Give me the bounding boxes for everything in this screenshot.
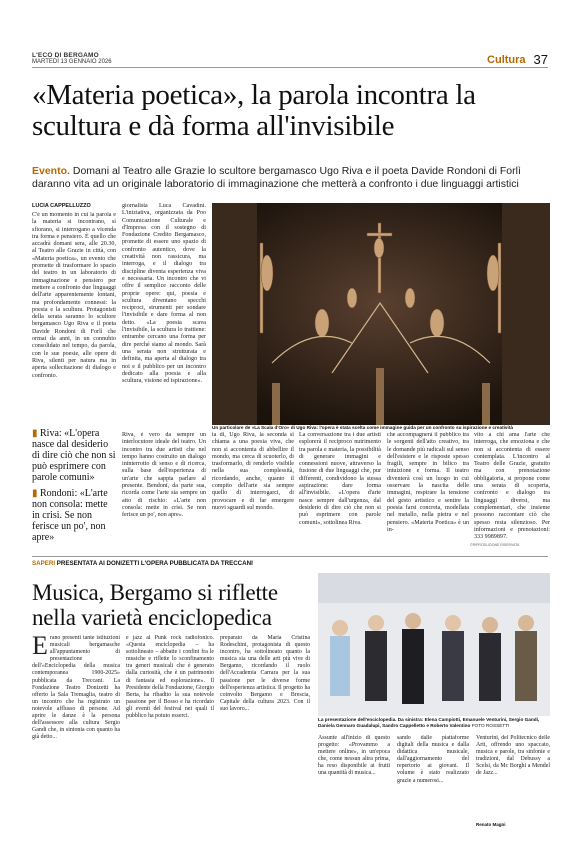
pull-quote-text: Rondoni: «L'arte non consola: mette in crisi. Se non ferisce un po', non apre» xyxy=(32,488,108,543)
sculpture-photo xyxy=(212,203,550,425)
article2-column-5: sando dalle piattaforme digitali della musica e dalla didattica musicale, dall'aggiornamento del repertorio ai giovani. Il volume è stato realizzato grazie a numerosi... xyxy=(397,735,469,784)
article2-column-1 xyxy=(32,635,120,820)
page-number: 37 xyxy=(533,52,548,67)
article2-author: Renato Magni xyxy=(476,822,506,827)
article2-kicker xyxy=(32,560,253,567)
section-name: Cultura xyxy=(487,53,526,66)
group-illustration xyxy=(318,573,550,716)
photo-caption: Un particolare de «La Scala d'Oro» di Ugo Riva: l'opera è stata scelta come immagine guida per un confronto su ispirazione e creatività xyxy=(212,425,514,430)
article-headline: «Materia poetica», la parola incontra la scultura e dà forma all'invisibile xyxy=(32,79,476,142)
article-column-3: ta di, Ugo Riva, la seconda si chiama a una poesia viva, che non si accontenta di abbellire il mondo, ma cerca di scuoterlo, di trasformarlo, di renderlo visibile nella sua complessità, ricordando, anche, quanto il compito dell'arte sia sempre quello di interrogarci, di provocare e di far emergere nuovi sguardi sul mondo. xyxy=(212,432,294,511)
article2-column-4: Assunte all'inizio di questo progetto: «Provammo a mettere online», in un'epoca che, come nessun altra prima, ha reso disponibile ai frutti una quantità di musica... xyxy=(318,735,390,777)
pull-quote-text: Riva: «L'opera nasce dal desiderio di dire ciò che non si può esprimere con parole comuni» xyxy=(32,428,116,483)
article2-column-3: preparato da Maria Cristina Rodeschini, protagonista di questo incontro, ha sottolineato quanto la musica sia una delle arti più vive di Bergamo, ricordando il ruolo dell'Accademia Carrara per la sua passione per le diverse forme dell'esperienza artistica. Il progetto ha coinvolto Bergamo e Brescia, Capitale della cultura 2023. Con il suo lavoro... xyxy=(220,635,310,712)
issue-date: MARTEDÌ 13 GENNAIO 2026 xyxy=(32,59,112,65)
article-column-5: che accompagnerà il pubblico tra le sorgenti dell'atto creativo, tra le domande più radicali sul senso dell'esistere e le risposte spesso fragili, sempre in bilico tra intuizione e forma. Il teatro diventerà così un luogo in cui osservare la nascita delle immagini, respirare la tensione del gesto artistico e sentire la poesia farsi concreta, modellata nel metallo, nella pietra e nel pensiero. «Materia Poetica» è un in- xyxy=(387,432,469,533)
quote-marker: ▮ xyxy=(32,488,41,499)
article-column-1: C'è un momento in cui la parola e la materia si incontrano, si sfiorano, si interrogano a vicenda tra forma e pensiero. È quello che accadrà domani sera, alle 20.30, al Teatro alle Grazie in città, con «Materia poetica», un evento che promette di trasformare lo spazio del teatro in un laboratorio di immaginazione e pensiero per mettere a confronto due linguaggi dell'arte apparentemente lontani, ma profondamente connessi: la poesia e la scultura. Protagonisti della serata saranno lo scultore bergamasco Ugo Riva e il poeta Davide Rondoni di Forlì che ormai da anni, in un connubio consolidato nel tempo, da parola, con le sue poesie, alle opere di Riva, silenti per natura ma in aperta sollecitazione di dialogo e confronto. xyxy=(32,212,116,379)
masthead xyxy=(32,52,112,66)
subtitle-label: Evento. xyxy=(32,165,70,177)
kicker-text: PRESENTATA AI DONIZETTI L'OPERA PUBBLICATA DA TRECCANI xyxy=(56,560,253,567)
photo-credit: FOTO ROSSETTI xyxy=(471,723,510,728)
article-column-2: giornalista Luca Cavadini. L'iniziativa, organizzata da Poo Comunicazione Culturale e d'Impresa con il sostegno di Fondazione Credito Bergamasco, promette di essere uno spazio di confronto autentico, dove la creatività non rassicura, ma interroga, e il dialogo tra discipline diventa esperienza viva e necessaria. Un incontro che vi offre il semplice racconto delle proprie opere: qui, poesia e scultura diventano specchi reciproci, strumenti per sondare l'invisibile e dare forma al non detto. «La poesia scava l'invisibile, la scultura lo trattiene: entrambe cercano una forma per dire perché siamo al mondo. Sarà una serata non strutturata e definita, ma aperta al dialogo tra noi e il pubblico per un incontro dedicato alla poesia e alla scultura, visione ed ispirazione». xyxy=(122,203,206,385)
kicker-label: SAPERI xyxy=(32,560,56,567)
quote-marker: ▮ xyxy=(32,428,41,439)
drop-cap: E xyxy=(32,635,48,660)
column-text: rano presenti tante istituzioni musicali bergamasche all'appuntamento di presentazione dell'«Enciclopedia della musica contemporanea 1900-2025» pubblicata da Treccani. La Fondazione Teatro Donizetti ha offerto la Sala Tremaglia, teatro di un incontro che ha registrato un notevole afflusso di persone. Ad aprire le danze è la persona dell'assessore alla cultura Sergio Gandi che, in sintonia con quanto ha già detto... xyxy=(32,635,120,741)
copyright-notice: ©RIPRODUZIONE RISERVATA xyxy=(470,543,520,547)
divider xyxy=(32,67,548,68)
article2-column-6: Venturini, del Politecnico delle Arti, offrendo uno spaccato, musica e parole, tra sinfonie e tradizioni, dal Debussy a Scelsi, da Mc Borghi a Mendel de Jazz... xyxy=(476,735,550,777)
publication-name: L'ECO DI BERGAMO xyxy=(32,52,99,59)
article-column-4: La conversazione tra i due artisti esplorerà il reciproco nutrimento tra parola e materia, la possibilità di generare immagini e connessioni nuove, attraverso la fusione di due linguaggi che, pur differenti, condividono la stessa aspirazione: dare forma all'invisibile. «L'opera d'arte nasce sempre dall'urgenza, dal desiderio di dire ciò che non si può esprimere con parole comuni», sottolinea Riva. xyxy=(299,432,381,526)
pull-quote-2 xyxy=(32,488,116,543)
pull-quote-1 xyxy=(32,428,116,483)
subtitle-text: Domani al Teatro alle Grazie lo scultore bergamasco Ugo Riva e il poeta Davide Rondoni di Forlì daranno vita ad un originale laboratorio di immaginazione che metterà a confronto i due linguaggi artistici xyxy=(32,165,521,190)
sculpture-illustration xyxy=(212,203,550,425)
article2-column-2: e jazz al Punk rock radiofonico. «Questa enciclopedia – ha sottolineato – abbatte i confini fra le musiche e riflette lo sconfinamento tra generi musicali che è generato dalla curiosità, che è un patrimonio di fantasia ed esplorazione». Il Presidente della Fondazione, Giorgio Berta, ha ribadito la sua notevole passione per il Bosso e ha ricordato gli eventi del festival nei quali il pubblico ha potuto esserci. xyxy=(126,635,214,720)
article2-headline: Musica, Bergamo si riflette nella varietà enciclopedica xyxy=(32,580,278,630)
section-header xyxy=(487,52,548,67)
byline: LUCIA CAPPELLUZZO xyxy=(32,203,91,209)
divider xyxy=(32,556,548,557)
group-photo-caption xyxy=(318,717,550,729)
group-photo xyxy=(318,573,550,716)
article-subtitle xyxy=(32,165,552,191)
article-column-2b: Riva, è vero da sempre un interlocutore ideale del teatro. Un incontro tra due artisti che nel tempo hanno costruito un dialogo ininterrotto di senso e di ricerca, sulla base dell'esperienza di un'arte che sappia parlare al presente. Bendoni, da parte sua, ricorda come l'arte sia sempre un atto di rischio: «L'arte non consola: mette in crisi. Se non ferisce un po', non apre». xyxy=(122,432,206,519)
caption-text: La presentazione dell'enciclopedia. Da sinistra: Elena Campiotti, Emanuele Venturini, Sergio Gandi, Daniela Gennaro Guadalupi, Sandro Cappelletto e Roberto Valentino xyxy=(318,717,540,728)
article-column-6: vito a chi ama l'arte che interroga, che emoziona e che non si accontenta di essere contemplata. L'incontro al Teatro delle Grazie, gratuito ma con prenotazione obbligatoria, si propone come una serata di scoperta, confronto e dialogo tra linguaggi diversi, ma complementari, che insieme possono raccontare ciò che spesso resta silenzioso. Per informazioni e prenotazioni: 333 9989897. xyxy=(474,432,550,541)
